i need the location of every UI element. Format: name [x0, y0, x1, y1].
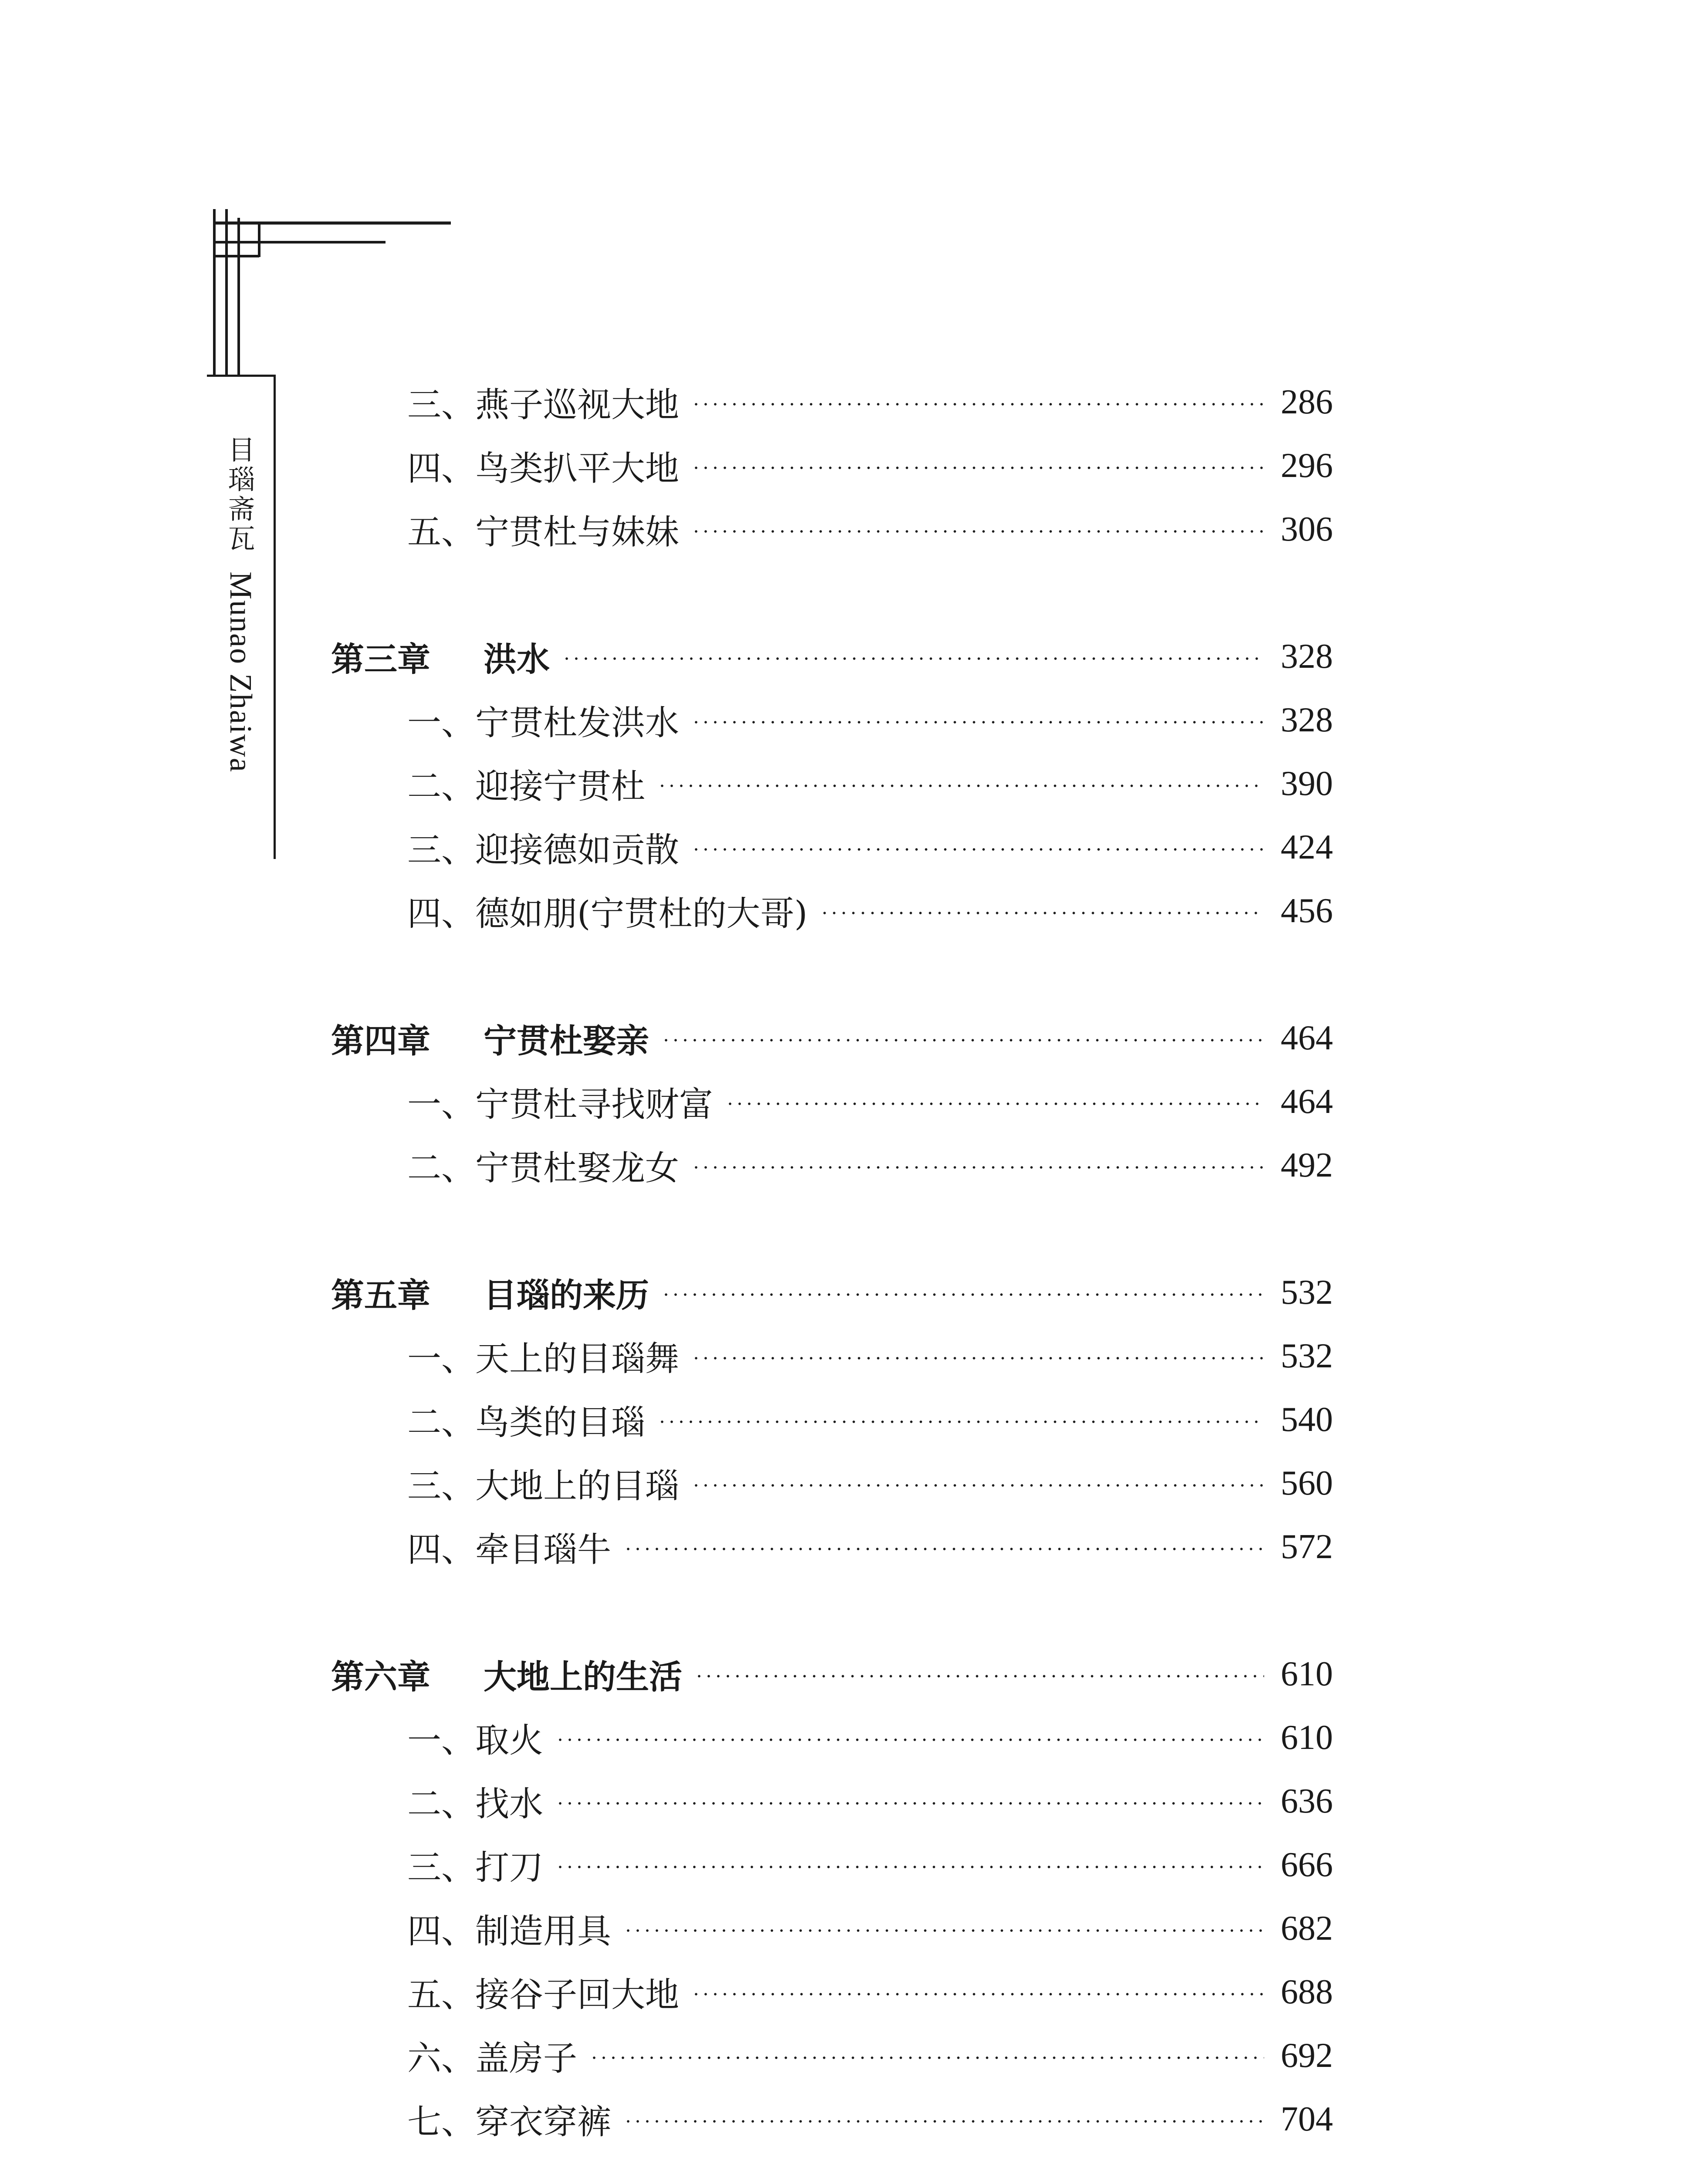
toc-item[interactable]	[331, 752, 1333, 815]
toc-item-page: 540	[1281, 1400, 1333, 1439]
toc-item[interactable]	[331, 370, 1333, 434]
toc-item-label: 五、宁贯杜与妹妹	[407, 513, 680, 552]
corner-ornament	[0, 0, 479, 392]
toc-item-label: 一、宁贯杜寻找财富	[407, 1085, 714, 1124]
toc-item-page: 306	[1281, 510, 1333, 548]
toc-item[interactable]	[331, 688, 1333, 752]
toc-item[interactable]	[331, 1833, 1333, 1897]
dot-leader	[691, 1993, 1264, 1995]
dot-leader	[555, 1866, 1264, 1868]
dot-leader	[691, 1484, 1264, 1487]
dot-leader	[691, 467, 1264, 469]
dot-leader	[623, 1548, 1264, 1550]
toc-item-label: 三、大地上的目瑙	[407, 1467, 680, 1506]
toc-item-page: 692	[1281, 2036, 1333, 2075]
toc-item-label: 三、燕子巡视大地	[407, 386, 680, 425]
dot-leader	[623, 2120, 1264, 2123]
table-of-contents	[331, 370, 1333, 2151]
chapter-page: 610	[1281, 1654, 1333, 1693]
chapter-number: 第四章	[331, 1021, 430, 1060]
margin-rule	[274, 375, 276, 859]
toc-item-label: 三、迎接德如贡散	[407, 831, 680, 870]
toc-item[interactable]	[331, 1769, 1333, 1833]
toc-item-page: 532	[1281, 1336, 1333, 1375]
chapter-page: 328	[1281, 637, 1333, 676]
toc-item-page: 610	[1281, 1718, 1333, 1757]
toc-item[interactable]	[331, 1324, 1333, 1388]
dot-leader	[691, 1357, 1264, 1360]
toc-item[interactable]	[331, 1706, 1333, 1769]
dot-leader	[691, 721, 1264, 724]
toc-item[interactable]	[331, 1515, 1333, 1579]
toc-item-label: 四、制造用具	[407, 1912, 612, 1951]
dot-leader	[820, 912, 1264, 914]
toc-item-page: 704	[1281, 2100, 1333, 2138]
chapter-title: 洪水	[484, 639, 550, 679]
toc-item-page: 572	[1281, 1527, 1333, 1566]
dot-leader	[694, 1675, 1264, 1677]
dot-leader	[562, 657, 1264, 660]
toc-item[interactable]	[331, 1451, 1333, 1515]
toc-item[interactable]	[331, 497, 1333, 561]
dot-leader	[725, 1103, 1264, 1105]
toc-item-page: 456	[1281, 891, 1333, 930]
header-rule	[207, 375, 276, 377]
toc-item-label: 二、鸟类的目瑙	[407, 1403, 646, 1442]
toc-item-page: 424	[1281, 828, 1333, 866]
toc-item-label: 四、牵目瑙牛	[407, 1530, 612, 1569]
dot-leader	[691, 403, 1264, 406]
toc-chapter-3[interactable]	[331, 625, 1333, 688]
toc-item[interactable]	[331, 1388, 1333, 1451]
toc-item-page: 390	[1281, 764, 1333, 803]
chapter-title: 宁贯杜娶亲	[484, 1021, 649, 1060]
toc-item-label: 二、迎接宁贯杜	[407, 767, 646, 806]
toc-item[interactable]	[331, 1897, 1333, 1960]
toc-item-page: 682	[1281, 1909, 1333, 1948]
toc-item-page: 328	[1281, 700, 1333, 739]
toc-item-label: 七、穿衣穿裤	[407, 2103, 612, 2142]
dot-leader	[657, 1420, 1264, 1423]
toc-chapter-5[interactable]	[331, 1261, 1333, 1324]
toc-item[interactable]	[331, 2087, 1333, 2151]
chapter-page: 464	[1281, 1018, 1333, 1057]
toc-item-label: 一、天上的目瑙舞	[407, 1339, 680, 1379]
dot-leader	[661, 1039, 1264, 1042]
toc-chapter-6[interactable]	[331, 1642, 1333, 1706]
toc-chapter-4[interactable]	[331, 1006, 1333, 1070]
toc-item-label: 一、宁贯杜发洪水	[407, 703, 680, 743]
toc-item-label: 一、取火	[407, 1721, 544, 1760]
dot-leader	[555, 1738, 1264, 1741]
chapter-number: 第三章	[331, 639, 430, 679]
toc-item-label: 四、德如朋(宁贯杜的大哥)	[407, 894, 808, 933]
toc-item-page: 636	[1281, 1782, 1333, 1820]
toc-item[interactable]	[331, 815, 1333, 879]
toc-item-page: 666	[1281, 1845, 1333, 1884]
chapter-title: 目瑙的来历	[484, 1275, 649, 1315]
toc-item[interactable]	[331, 879, 1333, 943]
chapter-page: 532	[1281, 1273, 1333, 1312]
toc-item-label: 二、找水	[407, 1785, 544, 1824]
toc-item-label: 四、鸟类扒平大地	[407, 449, 680, 488]
toc-item-label: 三、打刀	[407, 1848, 544, 1887]
toc-item-label: 五、接谷子回大地	[407, 1975, 680, 2015]
toc-item-page: 464	[1281, 1082, 1333, 1121]
dot-leader	[657, 785, 1264, 787]
toc-item[interactable]	[331, 1070, 1333, 1133]
toc-item-label: 二、宁贯杜娶龙女	[407, 1149, 680, 1188]
toc-item[interactable]	[331, 1960, 1333, 2024]
chapter-number: 第六章	[331, 1657, 430, 1696]
running-head-chinese: 目瑙斋瓦	[223, 436, 255, 554]
dot-leader	[661, 1293, 1264, 1296]
toc-item[interactable]	[331, 2024, 1333, 2087]
toc-item[interactable]	[331, 434, 1333, 497]
dot-leader	[623, 1929, 1264, 1932]
dot-leader	[691, 848, 1264, 851]
toc-item[interactable]	[331, 1133, 1333, 1197]
running-head-english: Munao Zhaiwa	[223, 572, 258, 773]
chapter-number: 第五章	[331, 1275, 430, 1315]
toc-item-page: 286	[1281, 382, 1333, 421]
toc-item-page: 296	[1281, 446, 1333, 485]
toc-item-label: 六、盖房子	[407, 2039, 578, 2078]
dot-leader	[555, 1802, 1264, 1805]
toc-item-page: 560	[1281, 1464, 1333, 1502]
dot-leader	[691, 1166, 1264, 1169]
toc-item-page: 688	[1281, 1972, 1333, 2011]
toc-item-page: 492	[1281, 1146, 1333, 1184]
dot-leader	[691, 530, 1264, 533]
dot-leader	[589, 2056, 1264, 2059]
running-head	[220, 436, 259, 773]
chapter-title: 大地上的生活	[484, 1657, 682, 1696]
